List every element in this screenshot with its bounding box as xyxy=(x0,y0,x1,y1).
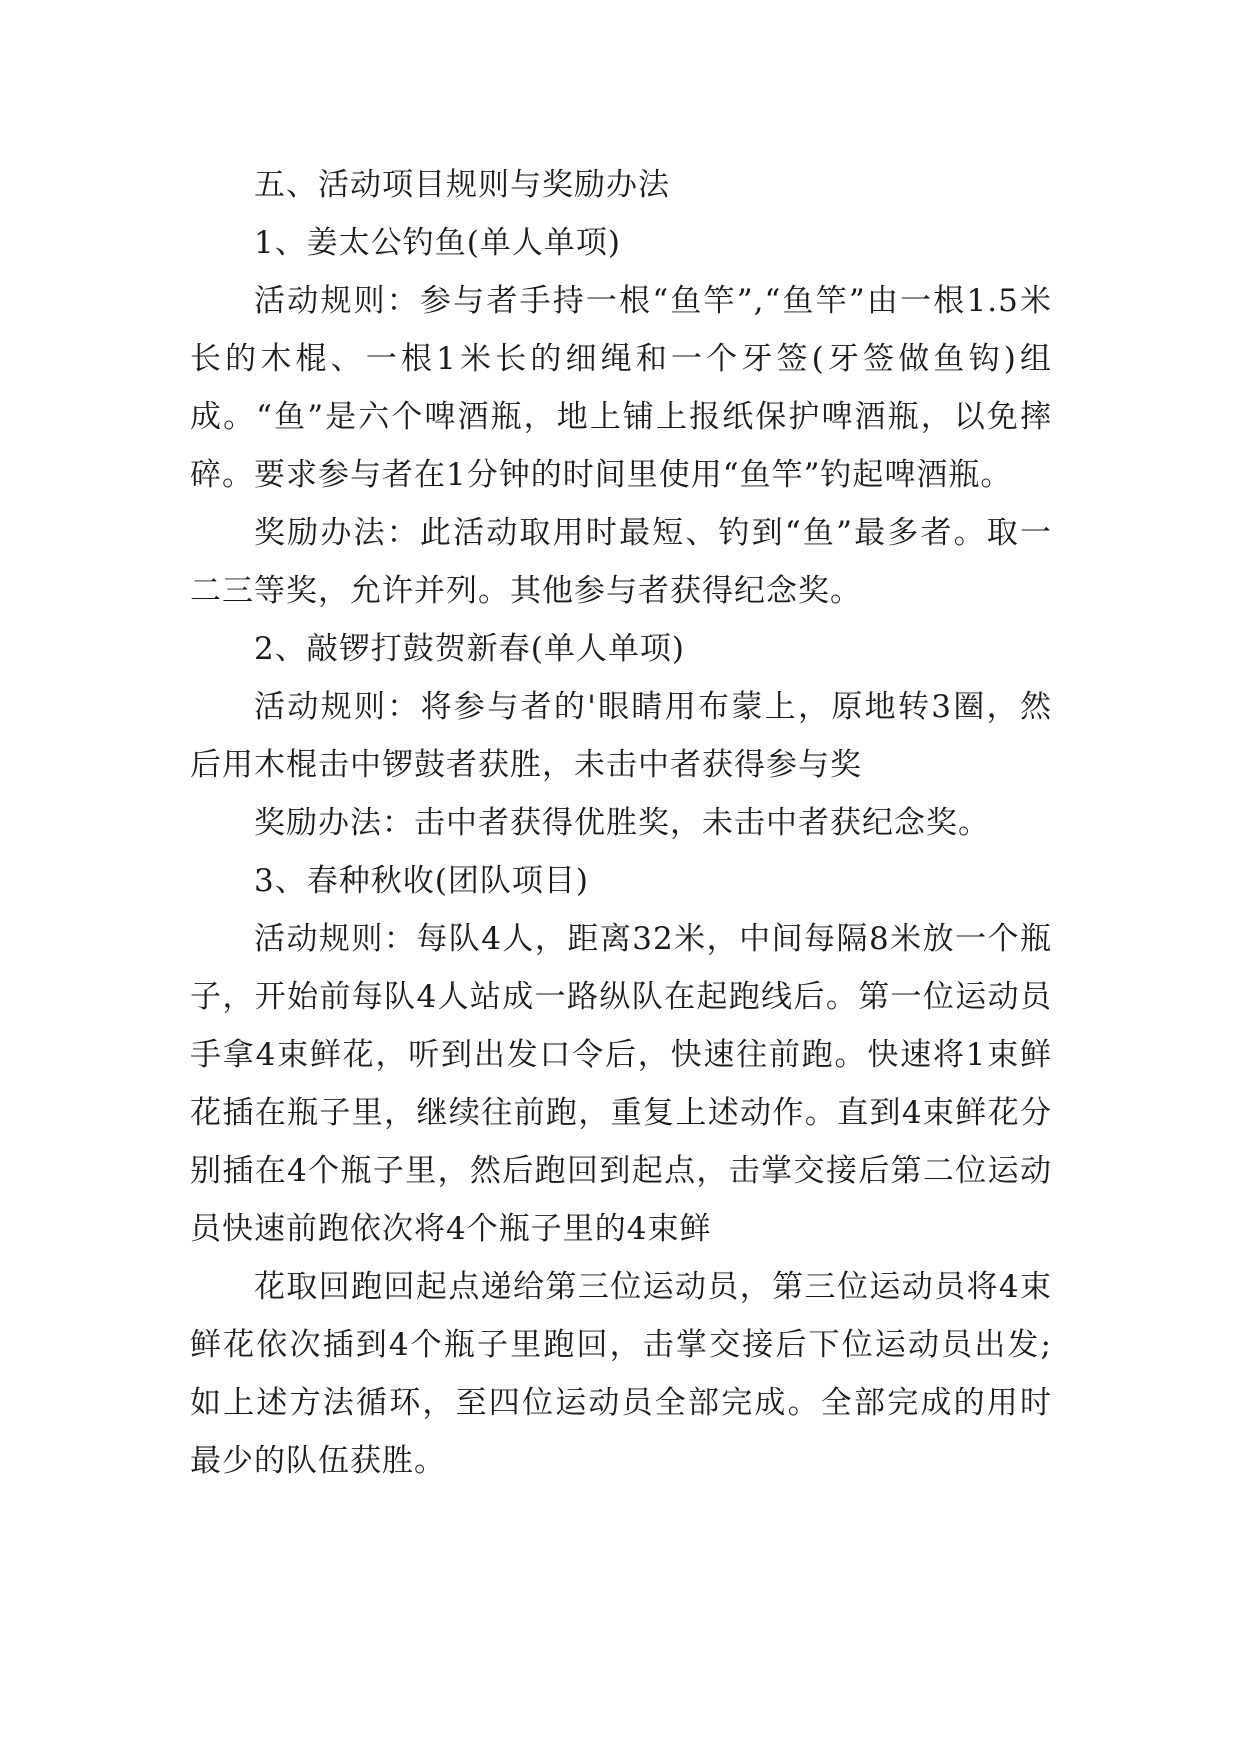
item-3-rules-continued: 花取回跑回起点递给第三位运动员，第三位运动员将4束鲜花依次插到4个瓶子里跑回，击掌交接后下位运动员出发;如上述方法循环，至四位运动员全部完成。全部完成的用时最少的队伍获胜。 xyxy=(190,1269,1052,1479)
item-2-heading: 2、敲锣打鼓贺新春(单人单项) xyxy=(254,631,685,667)
item-2-rules: 活动规则：将参与者的'眼睛用布蒙上，原地转3圈，然后用木棍击中锣鼓者获胜，未击中者获得参与奖 xyxy=(190,689,1052,783)
item-3-rules: 活动规则：每队4人，距离32米，中间每隔8米放一个瓶子，开始前每队4人站成一路纵队在起跑线后。第一位运动员手拿4束鲜花，听到出发口令后，快速往前跑。快速将1束鲜花插在瓶子里，继续往前跑，重复上述动作。直到4束鲜花分别插在4个瓶子里，然后跑回到起点，击掌交接后第二位运动员快速前跑依次将4个瓶子里的4束鲜 xyxy=(190,921,1052,1247)
item-1-heading: 1、姜太公钓鱼(单人单项) xyxy=(254,225,621,261)
item-3-heading: 3、春种秋收(团队项目) xyxy=(254,863,589,899)
section-heading: 五、活动项目规则与奖励办法 xyxy=(254,167,670,203)
item-1-rewards: 奖励办法：此活动取用时最短、钓到“鱼”最多者。取一二三等奖，允许并列。其他参与者获得纪念奖。 xyxy=(190,515,1052,609)
document-body xyxy=(190,156,1052,1490)
item-1-rules: 活动规则：参与者手持一根“鱼竿”,“鱼竿”由一根1.5米长的木棍、一根1米长的细绳和一个牙签(牙签做鱼钩)组成。“鱼”是六个啤酒瓶，地上铺上报纸保护啤酒瓶，以免摔碎。要求参与者在1分钟的时间里使用“鱼竿”钓起啤酒瓶。 xyxy=(190,283,1052,493)
item-2-rewards: 奖励办法：击中者获得优胜奖，未击中者获纪念奖。 xyxy=(254,805,990,841)
